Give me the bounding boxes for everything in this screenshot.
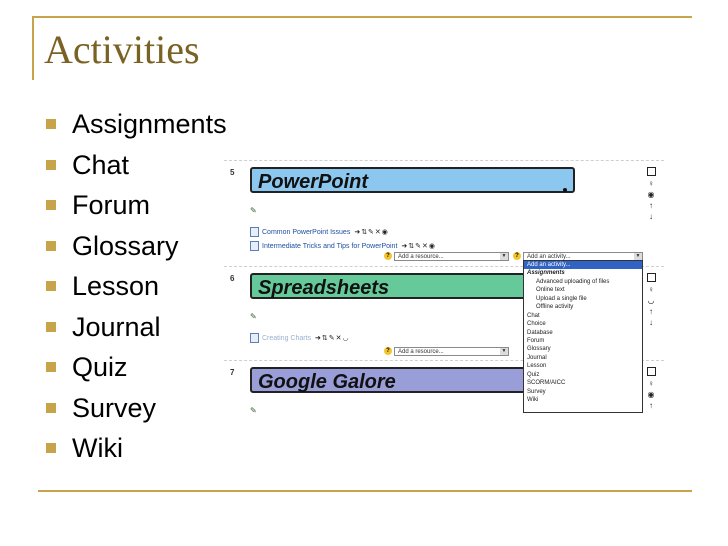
square-bullet-icon [46, 362, 56, 372]
arrow-up-icon[interactable]: ↑ [649, 401, 653, 410]
add-resource-select[interactable]: Add a resource... ▼ [394, 347, 509, 356]
help-icon[interactable]: ? [384, 252, 392, 260]
arrow-down-icon[interactable]: ↓ [649, 318, 653, 327]
menu-item[interactable]: Forum [527, 337, 545, 344]
bullet-item: Journal [46, 311, 227, 352]
square-bullet-icon [46, 200, 56, 210]
chevron-down-icon: ▼ [501, 348, 507, 354]
activity-bullet-list [46, 108, 227, 473]
bullet-item: Forum [46, 189, 227, 230]
resource-link[interactable]: Creating Charts ➜⇅✎✕◡ [250, 333, 350, 343]
menu-item[interactable]: Wiki [527, 397, 539, 403]
bullet-item: Lesson [46, 270, 227, 311]
edit-summary-icon[interactable]: ✎ [250, 206, 257, 215]
checkbox-icon[interactable] [647, 367, 656, 376]
document-icon [250, 241, 259, 251]
banner-dot [563, 188, 567, 192]
square-bullet-icon [46, 322, 56, 332]
chevron-down-icon: ▼ [501, 253, 507, 259]
resource-edit-tools-icon[interactable]: ➜⇅✎✕◉ [354, 228, 389, 236]
slide-title: Activities [44, 27, 200, 72]
bullet-item: Quiz [46, 351, 227, 392]
square-bullet-icon [46, 281, 56, 291]
section-number: 6 [230, 274, 235, 283]
lightbulb-icon[interactable]: ♀ [648, 179, 654, 188]
course-section-5 [224, 160, 664, 267]
section-number: 5 [230, 168, 235, 177]
menu-item[interactable]: Journal [527, 354, 547, 361]
section-number: 7 [230, 368, 235, 377]
bullet-item: Glossary [46, 230, 227, 271]
bullet-item: Assignments [46, 108, 227, 149]
section-side-tools [645, 165, 657, 222]
square-bullet-icon [46, 119, 56, 129]
arrow-up-icon[interactable]: ↑ [649, 307, 653, 316]
add-activity-dropdown-list[interactable] [523, 260, 643, 413]
moodle-course-screenshot [224, 160, 664, 417]
square-bullet-icon [46, 443, 56, 453]
section-banner-powerpoint: PowerPoint [250, 167, 575, 193]
add-activity-select[interactable]: Add an activity... ▼ [523, 252, 643, 261]
menu-item[interactable]: Glossary [527, 346, 551, 353]
menu-item[interactable]: Survey [527, 388, 546, 395]
section-side-tools [645, 365, 657, 411]
eye-closed-icon[interactable]: ◡ [647, 296, 655, 305]
menu-item[interactable]: Database [527, 329, 553, 336]
eye-icon[interactable]: ◉ [647, 390, 655, 399]
eye-icon[interactable]: ◉ [647, 190, 655, 199]
square-bullet-icon [46, 403, 56, 413]
document-icon [250, 333, 259, 343]
menu-item[interactable]: Add an activity... [524, 261, 642, 269]
chevron-down-icon: ▼ [635, 253, 641, 259]
slide-top-rule [32, 16, 692, 18]
checkbox-icon[interactable] [647, 167, 656, 176]
menu-item[interactable]: Advanced uploading of files [536, 278, 610, 285]
resource-link[interactable]: Intermediate Tricks and Tips for PowerPoint ➜⇅✎✕◉ [250, 241, 436, 251]
arrow-up-icon[interactable]: ↑ [649, 201, 653, 210]
section-side-tools [645, 271, 657, 328]
checkbox-icon[interactable] [647, 273, 656, 282]
resource-edit-tools-icon[interactable]: ➜⇅✎✕◉ [401, 242, 436, 250]
bullet-item: Chat [46, 149, 227, 190]
square-bullet-icon [46, 160, 56, 170]
help-icon[interactable]: ? [513, 252, 521, 260]
slide-bottom-rule [38, 490, 692, 492]
bullet-item: Wiki [46, 432, 227, 473]
menu-item[interactable]: Choice [527, 321, 546, 328]
edit-summary-icon[interactable]: ✎ [250, 312, 257, 321]
help-icon[interactable]: ? [384, 347, 392, 355]
edit-summary-icon[interactable]: ✎ [250, 406, 257, 415]
add-resource-select[interactable]: Add a resource... ▼ [394, 252, 509, 261]
menu-item[interactable]: SCORM/AICC [527, 380, 566, 387]
menu-item[interactable]: Online text [536, 287, 565, 294]
lightbulb-icon[interactable]: ♀ [648, 379, 654, 388]
menu-item[interactable]: Lesson [527, 363, 547, 370]
menu-item[interactable]: Chat [527, 312, 540, 319]
square-bullet-icon [46, 241, 56, 251]
bullet-item: Survey [46, 392, 227, 433]
document-icon [250, 227, 259, 237]
resource-edit-tools-icon[interactable]: ➜⇅✎✕◡ [315, 334, 350, 342]
section-banner-google-galore: Google Galore [250, 367, 575, 393]
menu-item[interactable]: Quiz [527, 371, 540, 378]
arrow-down-icon[interactable]: ↓ [649, 212, 653, 221]
section-banner-spreadsheets: Spreadsheets [250, 273, 575, 299]
resource-link[interactable]: Common PowerPoint Issues ➜⇅✎✕◉ [250, 227, 389, 237]
lightbulb-icon[interactable]: ♀ [648, 285, 654, 294]
slide-left-rule [32, 16, 34, 80]
menu-item[interactable]: Upload a single file [536, 295, 587, 302]
menu-group-label: Assignments [527, 270, 565, 277]
menu-item[interactable]: Offline activity [536, 304, 574, 311]
